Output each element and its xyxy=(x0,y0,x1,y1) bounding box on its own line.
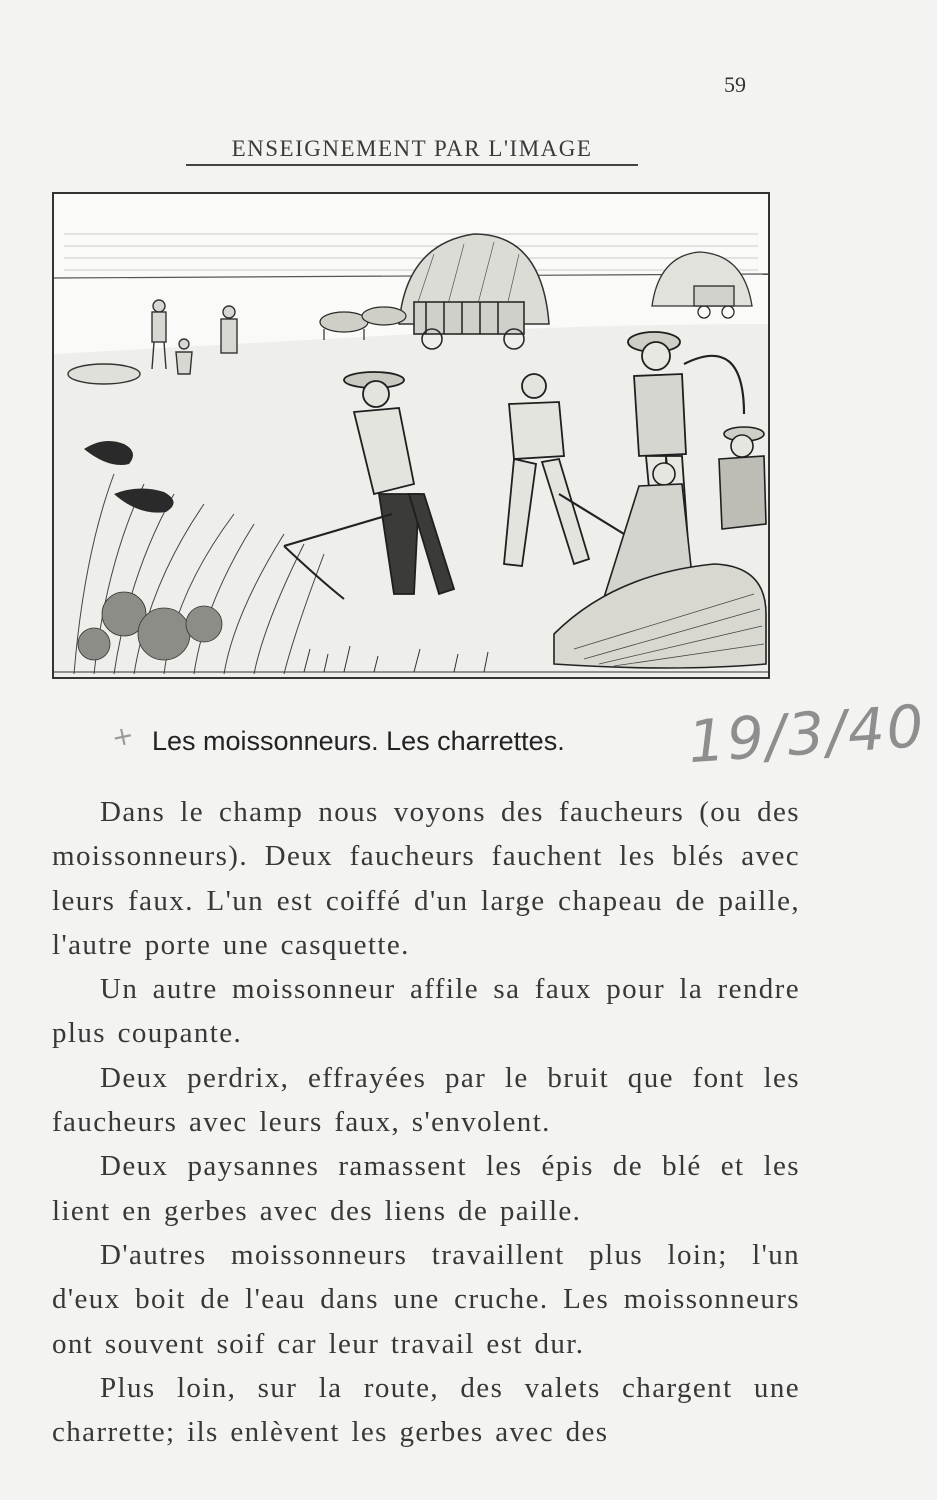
page-number: 59 xyxy=(724,72,746,97)
harvest-illustration xyxy=(52,192,770,679)
paragraph-3: Deux perdrix, effrayées par le bruit que font les faucheurs avec leurs faux, s'envolent. xyxy=(52,1061,800,1139)
oxen-team xyxy=(320,307,406,340)
body-text xyxy=(52,790,800,1454)
caption: Les moissonneurs. Les charrettes. xyxy=(152,726,565,756)
distant-cart xyxy=(694,286,734,318)
pencil-date-annotation: 19/3/40 xyxy=(685,691,928,777)
paragraph-6: Plus loin, sur la route, des valets chargent une charrette; ils enlèvent les gerbes avec des xyxy=(52,1371,800,1449)
pencil-cross-mark: + xyxy=(109,720,137,754)
paragraph-4: Deux paysannes ramassent les épis de blé et les lient en gerbes avec des liens de paille. xyxy=(52,1150,800,1227)
paragraph-2: Un autre moissonneur affile sa faux pour la rendre plus coupante. xyxy=(52,973,800,1050)
paragraph-5: D'autres moissonneurs travaillent plus loin; l'un d'eux boit de l'eau dans une cruche. Les moissonneurs ont souvent soif car leur travail est dur. xyxy=(52,1238,800,1360)
sky-hatching xyxy=(64,234,758,270)
paragraph-1: Dans le champ nous voyons des faucheurs (ou des moissonneurs). Deux faucheurs fauchent les blés avec leurs faux. L'un est coiffé d'un large chapeau de paille, l'autre porte une casquette. xyxy=(52,796,800,961)
running-head: ENSEIGNEMENT PAR L'IMAGE xyxy=(186,136,638,166)
